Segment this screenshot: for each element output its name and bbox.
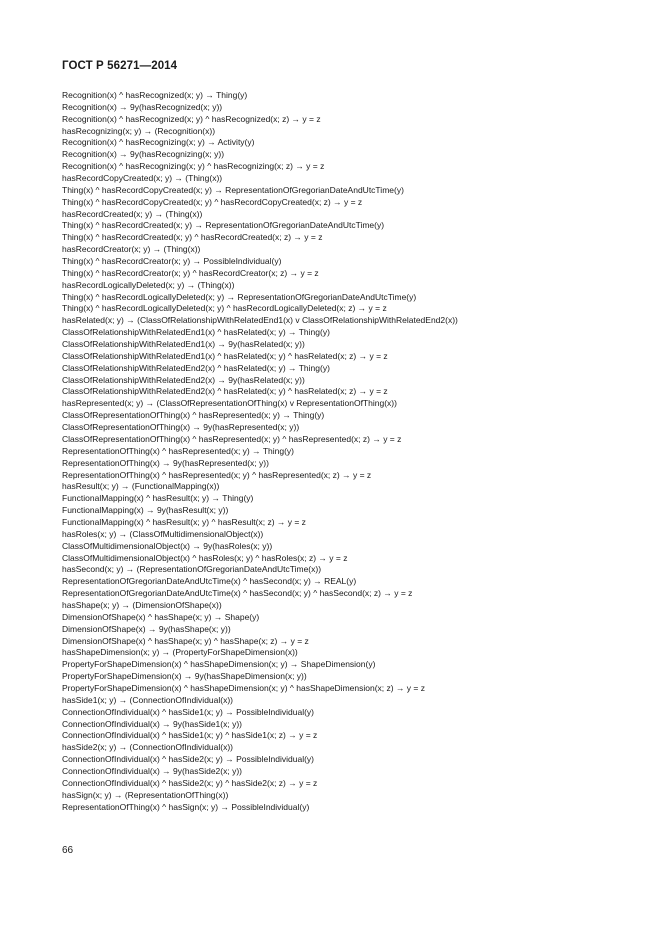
formula-line: hasShape(x; y) → (DimensionOfShape(x)) [62,599,222,610]
formula-line: ClassOfRepresentationOfThing(x) ^ hasRepresented(x; y) ^ hasRepresented(x; z) → y = z [62,433,402,444]
formula-line: Recognition(x) ^ hasRecognized(x; y) → Thing(y) [62,90,248,100]
formula-line: PropertyForShapeDimension(x) ^ hasShapeDimension(x; y) → ShapeDimension(y) [62,659,376,670]
formula-line: Thing(x) ^ hasRecordCreator(x; y) ^ hasRecordCreator(x; z) → y = z [62,267,319,278]
formula-line: hasRecordCreator(x; y) → (Thing(x)) [62,244,201,255]
formula-line: hasRecordCreated(x; y) → (Thing(x)) [62,208,203,219]
formula-line: hasSecond(x; y) → (RepresentationOfGregorianDateAndUtcTime(x)) [62,564,322,575]
formula-line: hasSide2(x; y) → (ConnectionOfIndividual(x)) [62,742,234,753]
formula-line: Recognition(x) ^ hasRecognizing(x; y) ^ hasRecognizing(x; z) → y = z [62,161,325,172]
formula-line: ConnectionOfIndividual(x) ^ hasSide2(x; y) → PossibleIndividual(y) [62,754,315,765]
document-header: ГОСТ Р 56271—2014 [62,60,178,72]
formula-line: FunctionalMapping(x) → 9y(hasResult(x; y)) [62,505,229,516]
formula-line: FunctionalMapping(x) ^ hasResult(x; y) ^ hasResult(x; z) → y = z [62,516,306,527]
formula-line: hasSide1(x; y) → (ConnectionOfIndividual(x)) [62,694,234,705]
formula-line: hasRecognizing(x; y) → (Recognition(x)) [62,125,216,136]
formula-line: Thing(x) ^ hasRecordCopyCreated(x; y) → RepresentationOfGregorianDateAndUtcTime(y) [62,184,404,195]
formula-line: DimensionOfShape(x) ^ hasShape(x; y) ^ hasShape(x; z) → y = z [62,635,309,646]
formula-line: hasRoles(x; y) → (ClassOfMultidimensionalObject(x)) [62,528,264,539]
formula-line: DimensionOfShape(x) → 9y(hasShape(x; y)) [62,623,231,634]
formula-line: RepresentationOfGregorianDateAndUtcTime(x) ^ hasSecond(x; y) → REAL(y) [62,576,357,587]
formula-line: Thing(x) ^ hasRecordCreated(x; y) ^ hasRecordCreated(x; z) → y = z [62,232,323,243]
formula-line: ClassOfRelationshipWithRelatedEnd2(x) ^ hasRelated(x; y) → Thing(y) [62,362,330,373]
formula-line: ConnectionOfIndividual(x) ^ hasSide1(x; y) → PossibleIndividual(y) [62,706,315,717]
formula-line: FunctionalMapping(x) ^ hasResult(x; y) → Thing(y) [62,493,254,504]
formula-line: Thing(x) ^ hasRecordCopyCreated(x; y) ^ hasRecordCopyCreated(x; z) → y = z [62,196,363,207]
formula-line: ClassOfRepresentationOfThing(x) → 9y(hasRepresented(x; y)) [62,422,300,433]
formula-line: ClassOfRelationshipWithRelatedEnd1(x) → 9y(hasRelated(x; y)) [62,339,305,350]
formula-line: RepresentationOfThing(x) → 9y(hasRepresented(x; y)) [62,457,269,468]
formula-line: hasRecordCopyCreated(x; y) → (Thing(x)) [62,173,223,184]
formula-line: ClassOfRelationshipWithRelatedEnd1(x) ^ hasRelated(x; y) → Thing(y) [62,327,330,338]
formula-line: PropertyForShapeDimension(x) → 9y(hasShapeDimension(x; y)) [62,671,307,682]
formula-line: RepresentationOfThing(x) ^ hasRepresented(x; y) ^ hasRepresented(x; z) → y = z [62,469,372,480]
formula-line: ConnectionOfIndividual(x) ^ hasSide1(x; y) ^ hasSide1(x; z) → y = z [62,730,318,741]
formula-line: ConnectionOfIndividual(x) ^ hasSide2(x; y) ^ hasSide2(x; z) → y = z [62,777,318,788]
formula-line: RepresentationOfThing(x) ^ hasSign(x; y) → PossibleIndividual(y) [62,801,310,812]
formula-line: ConnectionOfIndividual(x) → 9y(hasSide2(x; y)) [62,765,242,776]
formula-line: ClassOfRelationshipWithRelatedEnd1(x) ^ hasRelated(x; y) ^ hasRelated(x; z) → y = z [62,350,388,361]
formula-line: hasRelated(x; y) → (ClassOfRelationshipWithRelatedEnd1(x) v ClassOfRelationshipWithRelatedEnd2(x)) [62,315,458,326]
formula-line: Recognition(x) → 9y(hasRecognized(x; y)) [62,101,223,112]
formula-line: DimensionOfShape(x) ^ hasShape(x; y) → Shape(y) [62,611,260,622]
formula-line: hasRepresented(x; y) → (ClassOfRepresentationOfThing(x) v RepresentationOfThing(x)) [62,398,397,409]
formula-line: PropertyForShapeDimension(x) ^ hasShapeDimension(x; y) ^ hasShapeDimension(x; z) → y = z [62,682,425,693]
formula-line: ClassOfMultidimensionalObject(x) ^ hasRoles(x; y) ^ hasRoles(x; z) → y = z [62,552,348,563]
formula-line: Recognition(x) ^ hasRecognized(x; y) ^ hasRecognized(x; z) → y = z [62,113,321,124]
formula-line: ClassOfMultidimensionalObject(x) → 9y(hasRoles(x; y)) [62,540,273,551]
formula-line: Thing(x) ^ hasRecordCreator(x; y) → PossibleIndividual(y) [62,256,282,267]
formula-line: hasRecordLogicallyDeleted(x; y) → (Thing(x)) [62,279,235,290]
formula-line: hasSign(x; y) → (RepresentationOfThing(x)) [62,789,229,800]
formula-line: RepresentationOfGregorianDateAndUtcTime(x) ^ hasSecond(x; y) ^ hasSecond(x; z) → y = z [62,588,413,599]
page-number: 66 [62,845,74,856]
formula-line: Recognition(x) → 9y(hasRecognizing(x; y)) [62,149,225,160]
formula-line: ClassOfRelationshipWithRelatedEnd2(x) → 9y(hasRelated(x; y)) [62,374,305,385]
formula-line: hasShapeDimension(x; y) → (PropertyForShapeDimension(x)) [62,647,298,658]
formula-line: hasResult(x; y) → (FunctionalMapping(x)) [62,481,220,492]
formula-line: RepresentationOfThing(x) ^ hasRepresented(x; y) → Thing(y) [62,445,295,456]
formula-list [62,90,652,813]
formula-line: Thing(x) ^ hasRecordCreated(x; y) → RepresentationOfGregorianDateAndUtcTime(y) [62,220,385,231]
formula-line: ClassOfRelationshipWithRelatedEnd2(x) ^ hasRelated(x; y) ^ hasRelated(x; z) → y = z [62,386,388,397]
formula-line: ConnectionOfIndividual(x) → 9y(hasSide1(x; y)) [62,718,242,729]
formula-line: ClassOfRepresentationOfThing(x) ^ hasRepresented(x; y) → Thing(y) [62,410,325,421]
formula-line: Recognition(x) ^ hasRecognizing(x; y) → Activity(y) [62,137,255,148]
formula-line: Thing(x) ^ hasRecordLogicallyDeleted(x; y) → RepresentationOfGregorianDateAndUtcTime(y) [62,291,417,302]
formula-line: Thing(x) ^ hasRecordLogicallyDeleted(x; y) ^ hasRecordLogicallyDeleted(x; z) → y = z [62,303,387,314]
